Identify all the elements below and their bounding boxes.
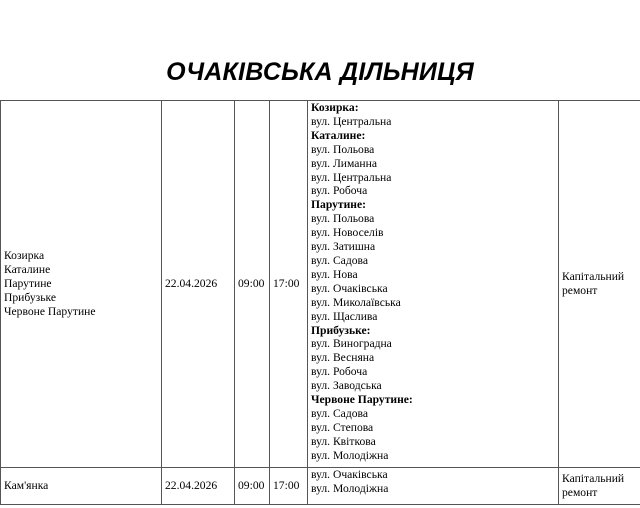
reason-cell	[559, 101, 640, 468]
street-name: вул. Садова	[311, 406, 368, 420]
time-from-cell: 09:00	[235, 101, 270, 468]
street-name: вул. Садова	[311, 253, 368, 267]
streets-cell	[308, 468, 559, 505]
time-to-cell: 17:00	[270, 468, 308, 505]
street-name: вул. Польова	[311, 212, 375, 226]
streets-cell	[308, 101, 559, 468]
table-row	[1, 468, 640, 505]
street-name: вул. Весняна	[311, 351, 375, 365]
time-from-cell: 09:00	[235, 468, 270, 505]
street-name: вул. Молодіжна	[311, 481, 389, 495]
street-name: вул. Миколаївська	[311, 295, 401, 309]
street-name: вул. Щаслива	[311, 309, 378, 323]
table-body	[1, 101, 640, 505]
settlement-name: Козирка	[4, 249, 45, 263]
street-name: вул. Заводська	[311, 379, 382, 393]
street-name: вул. Центральна	[311, 114, 392, 128]
reason-text: Капітальний	[562, 270, 625, 284]
reason-text: ремонт	[562, 486, 598, 499]
settlements-cell	[1, 101, 162, 468]
date-cell: 22.04.2026	[162, 101, 235, 468]
locality-heading: Каталине:	[311, 128, 366, 142]
settlement-name: Каталине	[4, 263, 51, 277]
locality-heading: Парутине:	[311, 198, 366, 212]
street-name: вул. Робоча	[311, 365, 368, 379]
street-name: вул. Квіткова	[311, 434, 376, 448]
street-name: вул. Польова	[311, 142, 375, 156]
street-name: вул. Лиманна	[311, 156, 377, 170]
settlement-name: Кам'янка	[4, 479, 49, 493]
settlement-name: Прибузьке	[4, 290, 56, 304]
settlements-cell	[1, 468, 162, 505]
settlement-name: Червоне Парутине	[4, 304, 96, 318]
reason-cell	[559, 468, 640, 505]
street-name: вул. Степова	[311, 420, 374, 434]
street-name: вул. Новоселів	[311, 226, 384, 240]
street-name: вул. Молодіжна	[311, 448, 389, 462]
street-name: вул. Затишна	[311, 240, 376, 254]
reason-text: ремонт	[562, 284, 598, 297]
table-row	[1, 101, 640, 468]
locality-heading: Козирка:	[311, 101, 359, 114]
section-title: ОЧАКІВСЬКА ДІЛЬНИЦЯ	[166, 58, 474, 86]
street-name: вул. Робоча	[311, 184, 368, 198]
locality-heading: Червоне Парутине:	[311, 393, 413, 407]
street-name: вул. Очаківська	[311, 468, 388, 481]
street-name: вул. Очаківська	[311, 281, 388, 295]
time-to-cell: 17:00	[270, 101, 308, 468]
outage-schedule-table	[0, 100, 640, 505]
street-name: вул. Нова	[311, 267, 358, 281]
street-name: вул. Виноградна	[311, 337, 392, 351]
settlement-name: Парутине	[4, 277, 52, 291]
street-name: вул. Центральна	[311, 170, 392, 184]
date-cell: 22.04.2026	[162, 468, 235, 505]
locality-heading: Прибузьке:	[311, 323, 371, 337]
reason-text: Капітальний	[562, 472, 625, 486]
